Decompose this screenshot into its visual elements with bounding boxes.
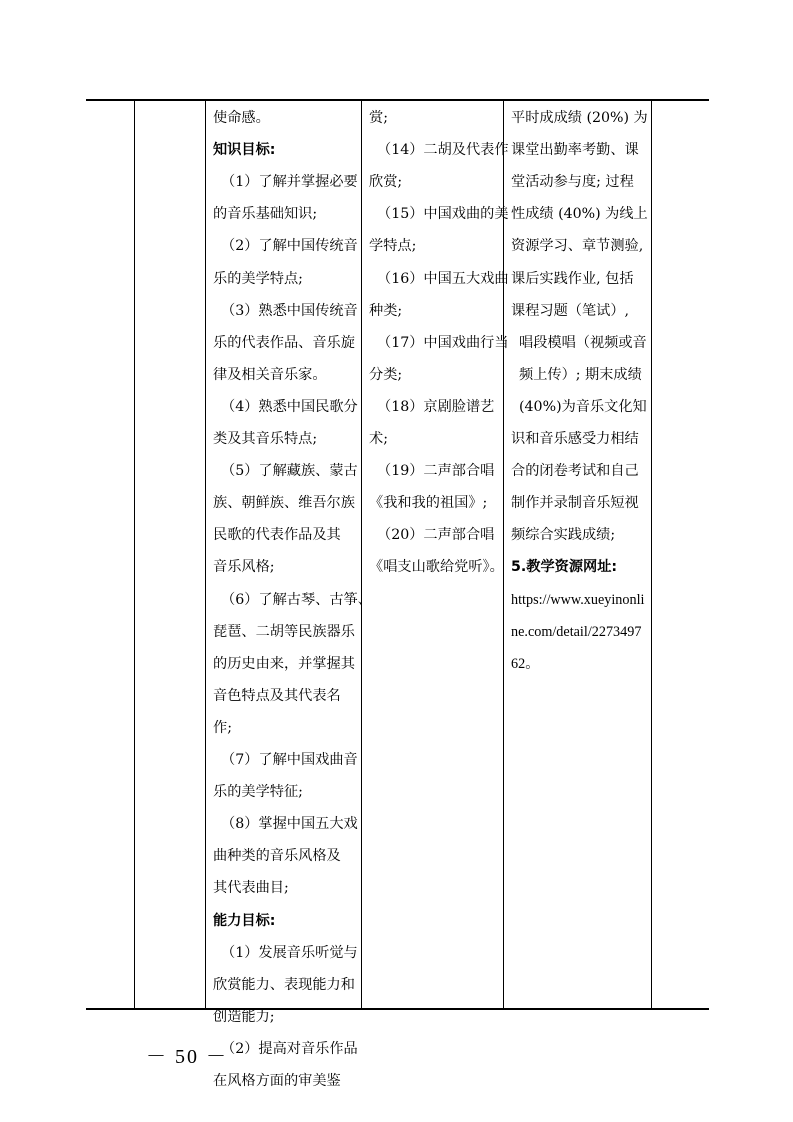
text-line: 律及相关音乐家。	[213, 366, 327, 383]
text-line: 知识目标:	[213, 142, 276, 159]
text-line: （7）了解中国戏曲音	[221, 752, 358, 768]
table-bottom-rule	[86, 1008, 709, 1010]
text-line: （2）了解中国传统音	[221, 238, 358, 255]
text-line: 使命感。	[213, 110, 270, 126]
text-line: 其代表曲目;	[213, 880, 289, 897]
text-line: (40%)为音乐文化知	[519, 398, 647, 415]
text-line: （1）了解并掌握必要	[221, 174, 358, 191]
text-line: 类及其音乐特点;	[213, 431, 318, 447]
text-line: 乐的美学特点;	[213, 270, 303, 287]
text-line: 5.教学资源网址:	[511, 559, 618, 576]
text-line: 民歌的代表作品及其	[213, 527, 341, 544]
content-cell	[369, 101, 509, 1008]
text-line: 学特点;	[369, 238, 417, 255]
text-line: 分类;	[369, 366, 403, 383]
text-line: 唱段模唱（视频或音	[519, 334, 647, 351]
text-line: https://www.xueyinonli	[511, 591, 645, 608]
text-line: （4）熟悉中国民歌分	[221, 398, 358, 415]
text-line: 平时成成绩 (20%) 为	[511, 110, 648, 126]
text-line: 在风格方面的审美鉴	[213, 1073, 341, 1089]
text-line: 作;	[213, 719, 232, 736]
text-line: 种类;	[369, 302, 403, 319]
text-line: 堂活动参与度; 过程	[511, 174, 634, 191]
text-line: （19）二声部合唱	[377, 463, 495, 480]
column-divider	[361, 101, 362, 1008]
text-line: 创造能力;	[213, 1008, 275, 1025]
text-line: （5）了解藏族、蒙古	[221, 463, 358, 480]
text-line: 性成绩 (40%) 为线上	[511, 206, 648, 223]
text-line: 术;	[369, 431, 388, 447]
text-line: （14）二胡及代表作	[377, 142, 509, 159]
objectives-cell	[213, 101, 372, 1089]
text-line: （1）发展音乐听觉与	[221, 944, 358, 961]
text-line: 合的闭卷考试和自己	[511, 463, 639, 480]
text-line: （3）熟悉中国传统音	[221, 302, 358, 319]
text-line: 欣赏能力、表现能力和	[213, 976, 355, 993]
text-line: 曲种类的音乐风格及	[213, 848, 341, 865]
text-line: 《唱支山歌给党听》。	[369, 559, 504, 576]
text-line: 能力目标:	[213, 912, 276, 929]
text-line: （17）中国戏曲行当	[377, 334, 509, 351]
text-line: 资源学习、章节测验,	[511, 238, 644, 255]
column-divider	[205, 101, 206, 1008]
text-line: ne.com/detail/2273497	[511, 623, 642, 640]
text-line: 族、朝鲜族、维吾尔族	[213, 495, 355, 512]
text-line: 62。	[511, 655, 540, 672]
text-line: 制作并录制音乐短视	[511, 495, 639, 512]
text-line: （8）掌握中国五大戏	[221, 816, 358, 833]
page-number: － 50 －	[146, 1046, 228, 1068]
text-line: 课后实践作业, 包括	[511, 270, 634, 287]
column-divider	[134, 101, 135, 1008]
text-line: 《我和我的祖国》;	[369, 495, 488, 512]
text-line: （15）中国戏曲的美	[377, 206, 509, 223]
text-line: 赏;	[369, 110, 388, 126]
text-line: （18）京剧脸谱艺	[377, 398, 495, 415]
column-divider	[651, 101, 652, 1008]
text-line: （6）了解古琴、古筝、	[221, 591, 372, 608]
text-line: 乐的美学特征;	[213, 784, 303, 801]
text-line: 课程习题（笔试）,	[511, 302, 630, 319]
text-line: 音乐风格;	[213, 559, 275, 576]
text-line: 音色特点及其代表名	[213, 687, 341, 704]
text-line: 频综合实践成绩;	[511, 527, 616, 544]
text-line: （20）二声部合唱	[377, 527, 495, 544]
text-line: 乐的代表作品、音乐旋	[213, 334, 355, 351]
text-line: 欣赏;	[369, 174, 403, 191]
text-line: 琵琶、二胡等民族器乐	[213, 623, 355, 640]
text-line: 的音乐基础知识;	[213, 206, 318, 223]
assessment-cell	[511, 101, 650, 1008]
text-line: （16）中国五大戏曲	[377, 270, 509, 287]
text-line: （2）提高对音乐作品	[221, 1040, 358, 1057]
text-line: 课堂出勤率考勤、课	[511, 142, 639, 159]
text-line: 识和音乐感受力相结	[511, 431, 639, 447]
text-line: 频上传）; 期末成绩	[519, 366, 642, 383]
text-line: 的历史由来，并掌握其	[213, 655, 355, 672]
